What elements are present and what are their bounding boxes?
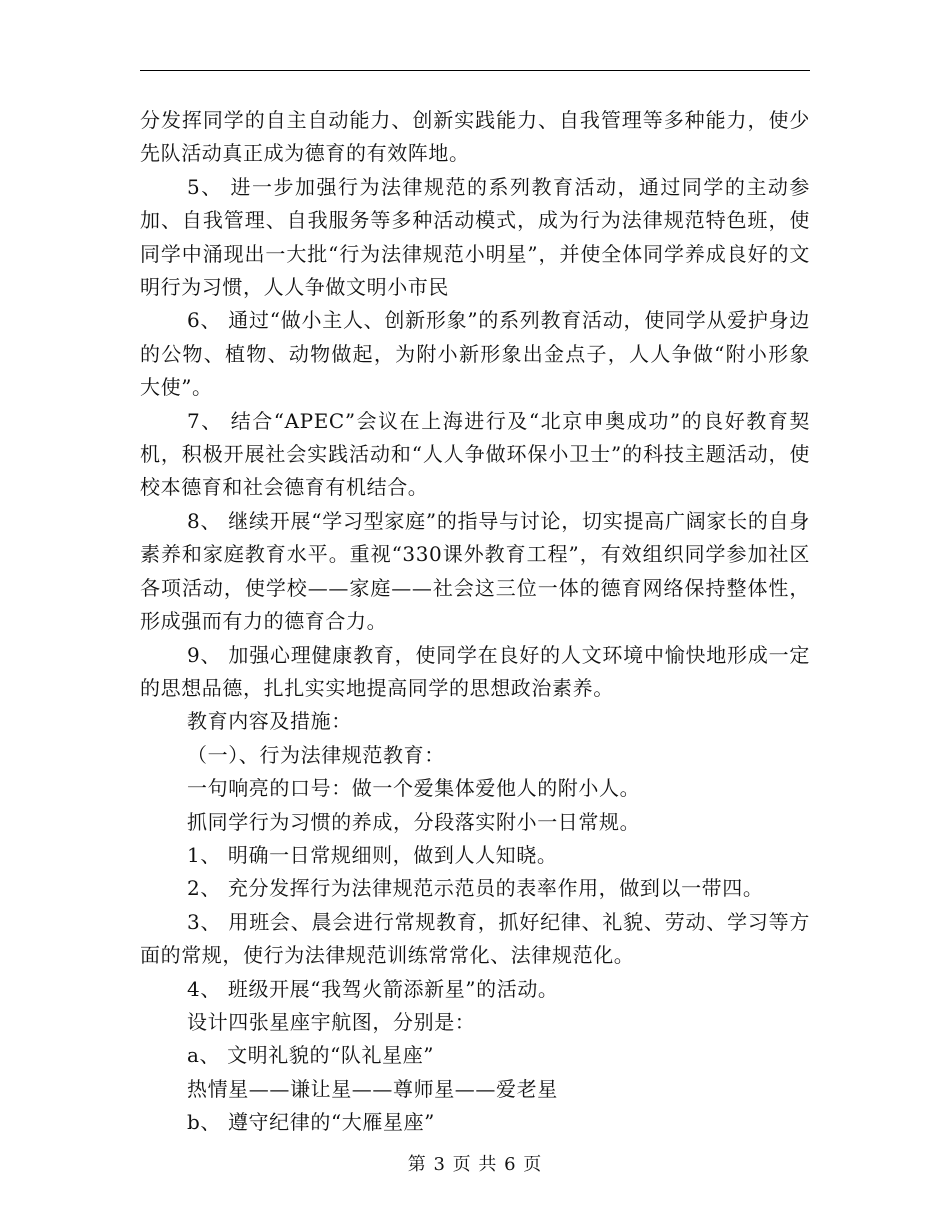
paragraph: 9、 加强心理健康教育，使同学在良好的人文环境中愉快地形成一定的思想品德，扎扎实实地提高同学的思想政治素养。	[140, 642, 810, 700]
paragraph: 分发挥同学的自主自动能力、创新实践能力、自我管理等多种能力，使少先队活动真正成为德育的有效阵地。	[140, 108, 810, 166]
paragraph: 设计四张星座宇航图，分别是：	[187, 1009, 476, 1034]
paragraph: 6、 通过“做小主人、创新形象”的系列教育活动，使同学从爱护身边的公物、植物、动物做起，为附小新形象出金点子，人人争做“附小形象大使”。	[140, 308, 810, 400]
page-footer: 第 3 页 共 6 页	[407, 1154, 543, 1175]
list-item: 3、 用班会、晨会进行常规教育，抓好纪律、礼貌、劳动、学习等方面的常规，使行为法律规范训练常常化、法律规范化。	[140, 909, 810, 968]
document-body	[140, 104, 810, 1140]
header-rule	[140, 70, 810, 71]
list-item: 1、 明确一日常规细则，做到人人知晓。	[187, 842, 558, 867]
paragraph: 热情星——谦让星——尊师星——爱老星	[187, 1076, 558, 1101]
paragraph: 抓同学行为习惯的养成，分段落实附小一日常规。	[187, 809, 641, 834]
subsection-heading: （一）、行为法律规范教育：	[187, 742, 445, 767]
paragraph: 一句响亮的口号：做一个爱集体爱他人的附小人。	[187, 776, 641, 801]
paragraph: 5、 进一步加强行为法律规范的系列教育活动，通过同学的主动参加、自我管理、自我服务等多种活动模式，成为行为法律规范特色班，使同学中涌现出一大批“行为法律规范小明星”，并使全体同学养成良好的文明行为习惯，人人争做文明小市民	[140, 174, 810, 300]
paragraph: 7、 结合“APEC”会议在上海进行及“北京申奥成功”的良好教育契机，积极开展社会实践活动和“人人争做环保小卫士”的科技主题活动，使校本德育和社会德育有机结合。	[140, 408, 810, 500]
list-item: b、 遵守纪律的“大雁星座”	[187, 1110, 436, 1135]
list-item: a、 文明礼貌的“队礼星座”	[187, 1043, 435, 1068]
list-item: 4、 班级开展“我驾火箭添新星”的活动。	[187, 976, 559, 1001]
list-item: 2、 充分发挥行为法律规范示范员的表率作用，做到以一带四。	[187, 876, 764, 901]
section-heading: 教育内容及措施：	[187, 709, 352, 734]
paragraph: 8、 继续开展“学习型家庭”的指导与讨论，切实提高广阔家长的自身素养和家庭教育水平。重视“330课外教育工程”，有效组织同学参加社区各项活动，使学校——家庭——社会这三位一体的德育网络保持整体性，形成强而有力的德育合力。	[140, 508, 810, 634]
